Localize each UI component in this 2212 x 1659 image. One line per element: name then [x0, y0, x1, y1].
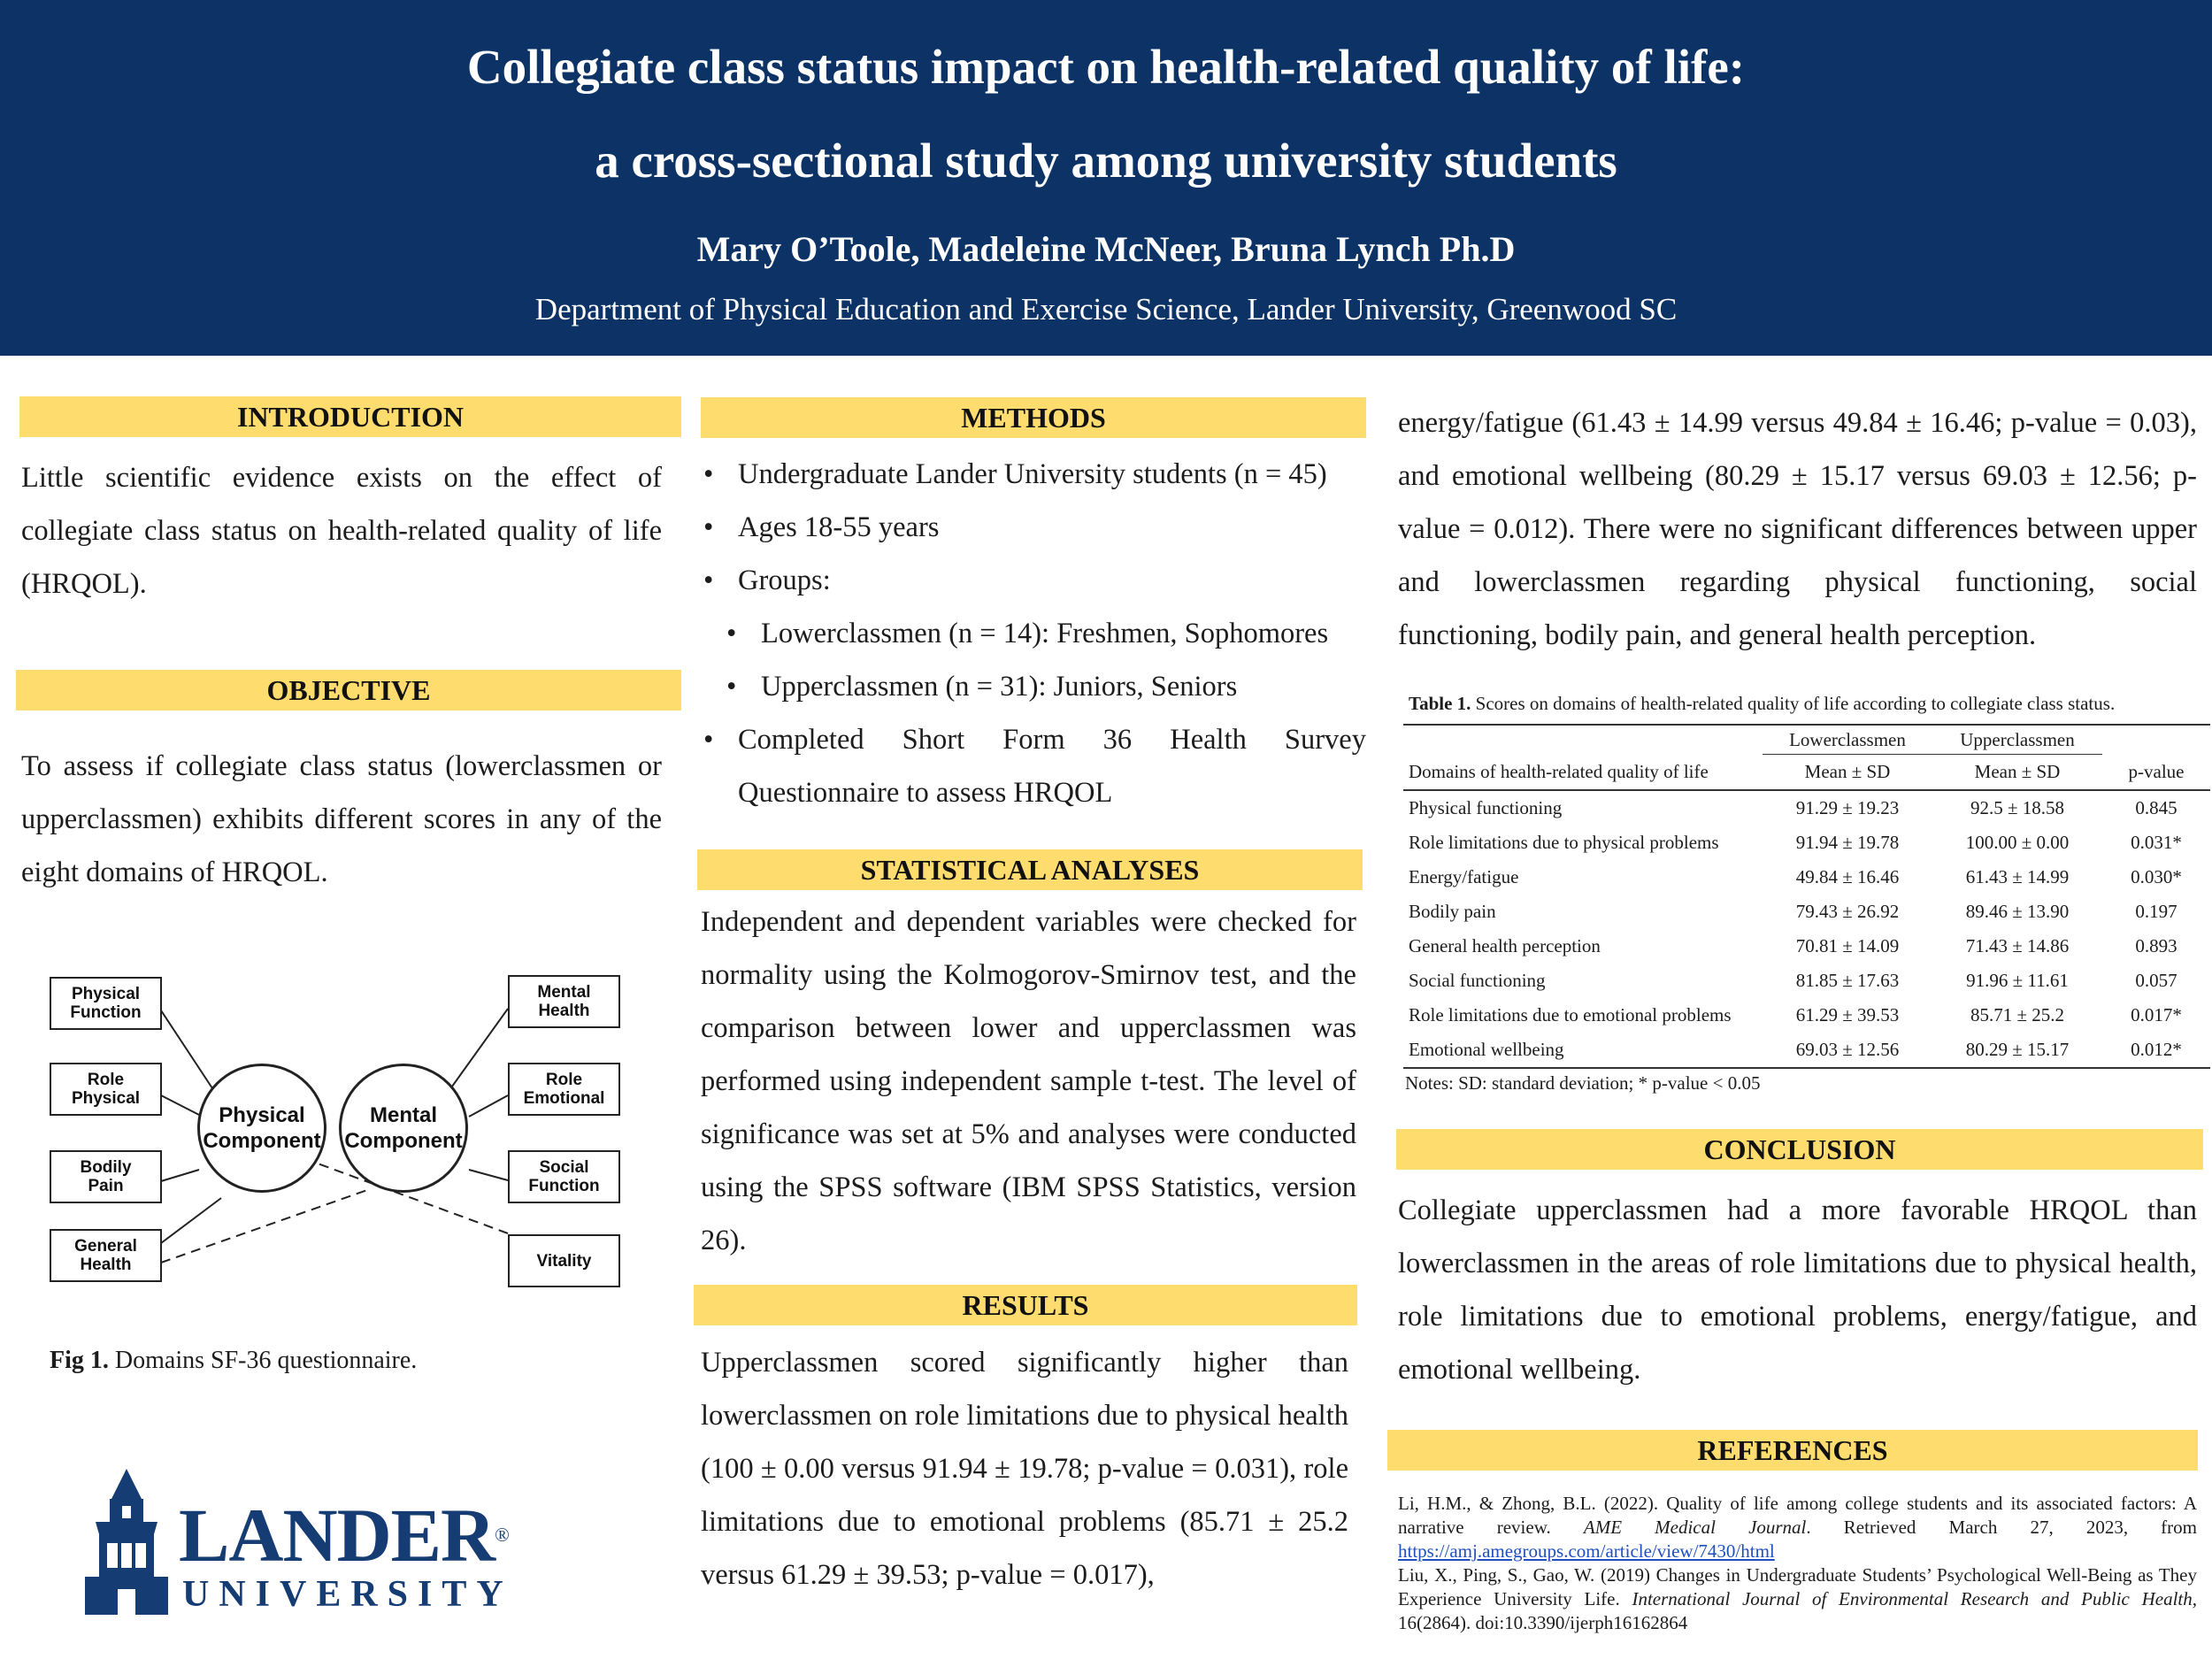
cell-domain: Energy/fatigue — [1409, 866, 1519, 887]
objective-heading: OBJECTIVE — [16, 670, 681, 710]
methods-item: • Undergraduate Lander University students (n = 45) — [701, 448, 1366, 501]
domain-role-emotional — [508, 1063, 620, 1116]
connector-physical-function — [161, 1010, 212, 1088]
poster-header — [0, 0, 2212, 356]
table-row — [1403, 826, 2210, 860]
cell-domain: Bodily pain — [1409, 901, 1496, 922]
methods-item: • Ages 18-55 years — [701, 501, 1366, 554]
table-caption: Table 1. Scores on domains of health-related quality of life according to collegiate class status. — [1409, 693, 2116, 714]
statistical-analyses-text: Independent and dependent variables were checked for normality using the Kolmogorov-Smirnov test, and the comparison between lower and upperclassmen was performed using independent sample t-test. The level of significance was set at 5% and analyses were conducted using the SPSS software (IBM SPSS Statistics, version 26). — [701, 906, 1356, 1256]
connector-general-health-mental — [161, 1189, 370, 1263]
cell-domain: Role limitations due to physical problems — [1409, 832, 1719, 853]
cell-upper: 91.96 ± 11.61 — [1966, 970, 2069, 991]
table-row — [1403, 895, 2210, 929]
cell-pvalue: 0.017* — [2131, 1004, 2182, 1025]
cell-lower: 81.85 ± 17.63 — [1795, 970, 1900, 991]
cell-pvalue: 0.845 — [2135, 797, 2177, 818]
cell-pvalue: 0.031* — [2131, 832, 2182, 853]
reference-1-link[interactable]: https://amj.amegroups.com/article/view/7430/html — [1398, 1540, 1775, 1562]
domain-physical-function-label: Physical Function — [70, 985, 142, 1022]
cell-pvalue: 0.057 — [2135, 970, 2177, 991]
domain-bodily-pain — [50, 1150, 162, 1203]
connector-general-health — [161, 1198, 221, 1243]
header-upper-mean-sd: Mean ± SD — [1932, 755, 2102, 791]
results-text: Upperclassmen scored significantly higher than lowerclassmen on role limitations due to physical health (100 ± 0.00 versus 91.94 ± 19.78; p-value = 0.031), role limitations due to emotional problems (85.71 ± 25.2 versus 61.29 ± 39.53; p-value = 0.017), — [701, 1347, 1348, 1591]
cell-pvalue: 0.012* — [2131, 1039, 2182, 1060]
cell-lower: 91.29 ± 19.23 — [1795, 797, 1900, 818]
cell-upper: 92.5 ± 18.58 — [1970, 797, 2065, 818]
connector-role-emotional — [469, 1095, 508, 1117]
domain-bodily-pain-label: Bodily Pain — [80, 1158, 132, 1195]
methods-heading: METHODS — [701, 397, 1366, 438]
poster-title-line1: Collegiate class status impact on health-related quality of life: — [466, 40, 1746, 94]
connector-bodily-pain — [161, 1170, 199, 1181]
conclusion-text: Collegiate upperclassmen had a more favorable HRQOL than lowerclassmen in the areas of role limitations due to physical health, role limitations due to emotional problems, energy/fatigue, and emotional wellbeing. — [1398, 1194, 2197, 1386]
cell-domain: Social functioning — [1409, 970, 1546, 991]
cell-upper: 89.46 ± 13.90 — [1965, 901, 2070, 922]
connector-role-physical — [161, 1095, 199, 1115]
cell-lower: 49.84 ± 16.46 — [1795, 866, 1900, 887]
authors: Mary O’Toole, Madeleine McNeer, Bruna Lynch Ph.D — [696, 229, 1516, 269]
table-notes: Notes: SD: standard deviation; * p-value < 0.05 — [1405, 1072, 1761, 1094]
domain-mental-health-label: Mental Health — [537, 983, 591, 1020]
table-row — [1403, 1033, 2210, 1068]
hrqol-results-table — [1403, 724, 2210, 1094]
cell-pvalue: 0.197 — [2135, 901, 2177, 922]
domain-social-function — [508, 1150, 620, 1203]
poster-title-line2: a cross-sectional study among university students — [595, 134, 1617, 188]
cell-lower: 70.81 ± 14.09 — [1795, 935, 1900, 956]
methods-item: • Groups: — [701, 554, 1366, 607]
domain-mental-health — [508, 975, 620, 1028]
domain-role-physical — [50, 1063, 162, 1116]
domain-social-function-label: Social Function — [528, 1158, 600, 1195]
bell-tower-icon — [74, 1469, 179, 1615]
introduction-heading: INTRODUCTION — [19, 396, 681, 437]
domain-role-physical-label: Role Physical — [71, 1071, 141, 1108]
methods-item-sf36: • Completed Short Form 36 Health Survey Questionnaire to assess HRQOL — [701, 713, 1366, 819]
cell-domain: General health perception — [1409, 935, 1601, 956]
physical-component-label: Physical Component — [203, 1103, 321, 1153]
cell-lower: 91.94 ± 19.78 — [1795, 832, 1900, 853]
cell-upper: 71.43 ± 14.86 — [1965, 935, 2070, 956]
cell-lower: 61.29 ± 39.53 — [1795, 1004, 1900, 1025]
table-row — [1403, 790, 2210, 826]
cell-domain: Role limitations due to emotional problems — [1409, 1004, 1732, 1025]
domain-general-health — [50, 1229, 162, 1282]
domain-vitality-label: Vitality — [536, 1251, 592, 1271]
cell-pvalue: 0.893 — [2135, 935, 2177, 956]
header-upperclassmen: Upperclassmen — [1960, 728, 2075, 750]
cell-lower: 79.43 ± 26.92 — [1795, 901, 1900, 922]
cell-upper: 85.71 ± 25.2 — [1970, 1004, 2065, 1025]
domain-general-health-label: General Health — [74, 1237, 137, 1274]
methods-subitem-lowerclassmen: • Lowerclassmen (n = 14): Freshmen, Sophomores — [701, 607, 1366, 660]
table-row — [1403, 860, 2210, 895]
references-heading: REFERENCES — [1387, 1430, 2198, 1471]
header-domains: Domains of health-related quality of life — [1409, 760, 1709, 782]
cell-domain: Emotional wellbeing — [1409, 1039, 1564, 1060]
department: Department of Physical Education and Exercise Science, Lander University, Greenwood SC — [534, 292, 1678, 326]
reference-2: Liu, X., Ping, S., Gao, W. (2019) Changes in Undergraduate Students’ Psychological Well-Being as They Experience University Life. International Journal of Environmental Research and Public Health, 16(2864). doi:10.3390/ijerph16162864 — [1398, 1564, 2197, 1633]
reference-1: Li, H.M., & Zhong, B.L. (2022). Quality of life among college students and its associated factors: A narrative review. AME Medical Journal. Retrieved March 27, 2023, from https://amj.amegroups.com/article/view/7430/html — [1398, 1493, 2198, 1562]
sf36-domains-diagram — [35, 964, 655, 1318]
cell-upper: 100.00 ± 0.00 — [1965, 832, 2070, 853]
hrqol-table — [1403, 726, 2210, 1069]
physical-component-circle — [197, 1064, 326, 1193]
methods-subitem-upperclassmen: • Upperclassmen (n = 31): Juniors, Seniors — [701, 660, 1366, 713]
lander-university-logo — [74, 1469, 513, 1615]
conclusion-heading: CONCLUSION — [1396, 1129, 2203, 1170]
cell-upper: 80.29 ± 15.17 — [1965, 1039, 2070, 1060]
mental-component-circle — [339, 1064, 468, 1193]
header-lower-mean-sd: Mean ± SD — [1763, 755, 1932, 791]
mental-component-label: Mental Component — [344, 1103, 463, 1153]
cell-lower: 69.03 ± 12.56 — [1795, 1039, 1900, 1060]
domain-role-emotional-label: Role Emotional — [523, 1071, 605, 1108]
results-heading: RESULTS — [694, 1285, 1357, 1325]
domain-physical-function — [50, 977, 162, 1030]
methods-list — [701, 448, 1366, 819]
connector-social-function — [469, 1170, 508, 1180]
logo-name: LANDER® — [179, 1493, 509, 1578]
objective-text: To assess if collegiate class status (lowerclassmen or upperclassmen) exhibits different scores in any of the eight domains of HRQOL. — [21, 750, 662, 888]
introduction-text: Little scientific evidence exists on the effect of collegiate class status on health-related quality of life (HRQOL). — [21, 462, 662, 600]
table-row — [1403, 929, 2210, 964]
cell-pvalue: 0.030* — [2131, 866, 2182, 887]
table-row — [1403, 964, 2210, 998]
connector-mental-health — [449, 1009, 508, 1090]
figure-caption: Fig 1. Domains SF-36 questionnaire. — [50, 1347, 418, 1374]
statistical-analyses-heading: STATISTICAL ANALYSES — [697, 849, 1363, 890]
domain-vitality — [508, 1234, 620, 1287]
header-lowerclassmen: Lowerclassmen — [1789, 728, 1906, 750]
results-text-continued: energy/fatigue (61.43 ± 14.99 versus 49.84 ± 16.46; p-value = 0.03), and emotional wellbeing (80.29 ± 15.17 versus 69.03 ± 12.56; p-value = 0.012). There were no significant differences between upper and lowerclassmen regarding physical functioning, social functioning, bodily pain, and general health perception. — [1398, 407, 2197, 651]
header-pvalue: p-value — [2128, 760, 2185, 782]
cell-upper: 61.43 ± 14.99 — [1965, 866, 2070, 887]
cell-domain: Physical functioning — [1409, 797, 1563, 818]
table-row — [1403, 998, 2210, 1033]
logo-university: UNIVERSITY — [182, 1574, 513, 1615]
